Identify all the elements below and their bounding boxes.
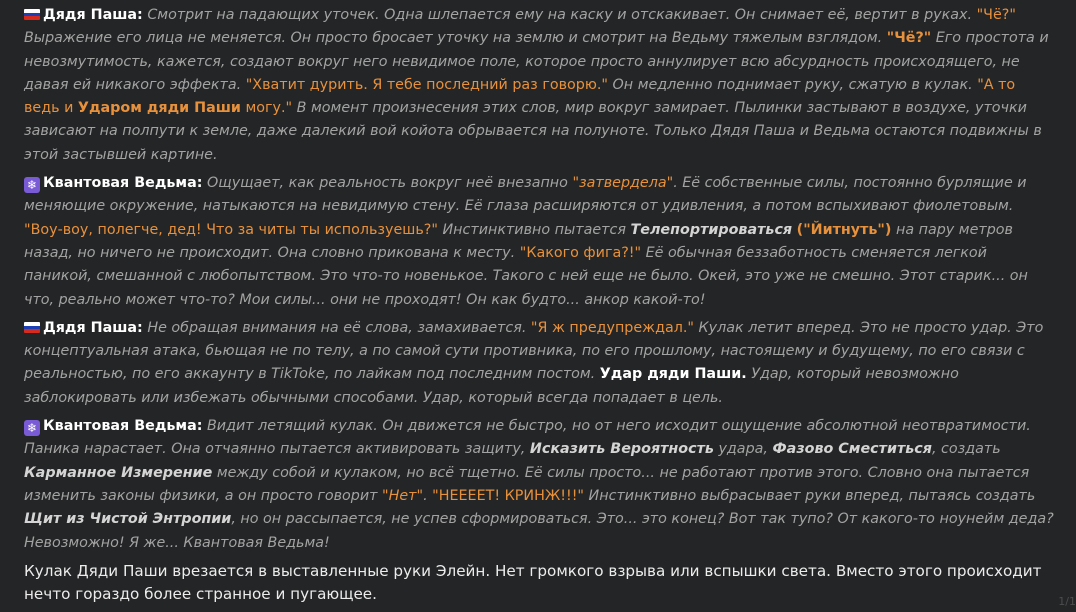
dialogue-text: "Воу-воу, полегче, дед! Что за читы ты используешь?" bbox=[24, 221, 438, 238]
narration-text: , но он рассыпается, не успев сформироваться. Это... это конец? Вот так тупо? От какого-то ноунейм деда? Невозможно! Я же... Квантовая Ведьма! bbox=[24, 511, 1054, 551]
speaker-name[interactable] bbox=[24, 418, 202, 434]
narration-text: Его простота и невозмутимость, кажется, создают вокруг него невидимое поле, которое просто аннулирует всю абсурдность происходящего, не давая ей никакого эффекта. bbox=[24, 30, 1049, 93]
speaker-label: Дядя Паша: bbox=[43, 319, 143, 336]
narration-text: Инстинктивно пытается bbox=[437, 221, 631, 238]
ability-name: Телепортироваться bbox=[630, 221, 793, 238]
speaker-name[interactable] bbox=[24, 320, 143, 336]
narration-text: Кулак летит вперед. Это не просто удар. Это концептуальная атака, бьющая не по телу, а по самой сути противника, по его прошлому, настоящему и будущему, по его связи с реальностью, по его аккаунту в TikToke, по лайкам под последним постом. bbox=[24, 319, 1044, 383]
narration-text: , создать bbox=[931, 441, 1001, 458]
page-indicator: 1/1 bbox=[1058, 595, 1076, 608]
dialogue-text: "А то ведь и bbox=[24, 76, 1016, 117]
dialogue-text: могу." bbox=[240, 100, 293, 117]
narration-text: между собой и кулаком, но всё тщетно. Её силы просто... не работают против этого. Словно она пытается изменить законы физики, а он просто говорит bbox=[24, 464, 1030, 504]
chat-message bbox=[24, 415, 1054, 555]
chat-message bbox=[24, 317, 1054, 410]
ability-name: Щит из Чистой Энтропии bbox=[24, 511, 232, 528]
dialogue-text: "Нет" bbox=[382, 487, 424, 504]
dialogue-text: ("Йитнуть") bbox=[796, 221, 892, 238]
russia-flag-icon bbox=[24, 9, 40, 20]
chat-message bbox=[24, 4, 1054, 167]
ability-name: Удар дяди Паши. bbox=[599, 366, 747, 383]
speaker-label: Квантовая Ведьма: bbox=[43, 418, 203, 435]
narration-text: Ощущает, как реальность вокруг неё внезапно bbox=[202, 175, 573, 192]
narration-text: Удар, который невозможно заблокировать или избежать обычными способами. Удар, который всегда попадает в цель. bbox=[24, 366, 959, 406]
speaker-name[interactable] bbox=[24, 7, 143, 23]
narration-text: . Её собственные силы, постоянно бурлящие и меняющие окружение, натыкаются на невидимую стену. Её глаза расширяются от удивления, а потом вспыхивают фиолетовым. bbox=[24, 175, 1027, 215]
dialogue-text: "Чё?" bbox=[976, 7, 1016, 23]
snowflake-icon: ❄ bbox=[24, 177, 40, 193]
narration-text: Не обращая внимания на её слова, замахивается. bbox=[142, 319, 531, 336]
speaker-label: Дядя Паша: bbox=[43, 7, 143, 23]
speaker-name[interactable] bbox=[24, 175, 202, 191]
narration-text: Инстинктивно выбрасывает руки вперед, пытаясь создать bbox=[584, 487, 1036, 504]
ability-name: Исказить Вероятность bbox=[529, 441, 714, 458]
narration-text: Видит летящий кулак. Он движется не быстро, но от него исходит ощущение абсолютной неотвратимости. Паника нарастает. Она отчаянно пытается активировать защиту, bbox=[24, 418, 1031, 458]
narration-text: . bbox=[423, 487, 433, 504]
ability-name: Фазово Сместиться bbox=[772, 441, 932, 458]
snowflake-icon: ❄ bbox=[24, 420, 40, 436]
dialogue-text: "НЕЕЕЕТ! КРИНЖ!!!" bbox=[432, 487, 585, 504]
dialogue-text: "затвердела" bbox=[572, 175, 674, 192]
russia-flag-icon bbox=[24, 322, 40, 333]
narration-text: Он медленно поднимает руку, сжатую в кулак. bbox=[608, 76, 978, 93]
narration-text: удара, bbox=[713, 441, 773, 458]
narration-text: В момент произнесения этих слов, мир вокруг замирает. Пылинки застывают в воздухе, уточки зависают на полпути к земле, даже далекий вой койота обрывается на полуноте. Только Дядя Паша и Ведьма остаются подвижны в этой застывшей картине. bbox=[24, 100, 1042, 163]
narration-text: на пару метров назад, но ничего не происходит. Она словно прикована к месту. bbox=[24, 221, 1013, 261]
dialogue-text: "Хватит дурить. Я тебе последний раз говорю." bbox=[245, 76, 608, 93]
dialogue-text: "Чё?" bbox=[886, 30, 932, 47]
chat-message bbox=[24, 172, 1054, 312]
dialogue-text: Ударом дяди Паши bbox=[77, 100, 241, 117]
message-list bbox=[24, 4, 1054, 555]
narration-text: Смотрит на падающих уточек. Одна шлепается ему на каску и отскакивает. Он снимает её, вертит в руках. bbox=[142, 7, 977, 23]
narration-text: Её обычная беззаботность сменяется легкой паникой, смешанной с любопытством. Это что-то новенькое. Такого с ней еще не было. Окей, это уже не смешно. Этот старик... он что, реально может что-то? Мои силы... они не проходят! Он как будто... анкор какой-то! bbox=[24, 244, 1028, 308]
ability-name: Карманное Измерение bbox=[24, 464, 213, 481]
narration-text: Выражение его лица не меняется. Он просто бросает уточку на землю и смотрит на Ведьму тяжелым взглядом. bbox=[24, 30, 887, 47]
speaker-label: Квантовая Ведьма: bbox=[43, 175, 203, 192]
dialogue-text: "Какого фига?!" bbox=[519, 244, 642, 261]
narration-paragraph: Кулак Дяди Паши врезается в выставленные руки Элейн. Нет громкого взрыва или вспышки света. Вместо этого происходит нечто гораздо более странное и пугающее. bbox=[24, 561, 1042, 604]
dialogue-text: "Я ж предупреждал." bbox=[530, 319, 694, 336]
